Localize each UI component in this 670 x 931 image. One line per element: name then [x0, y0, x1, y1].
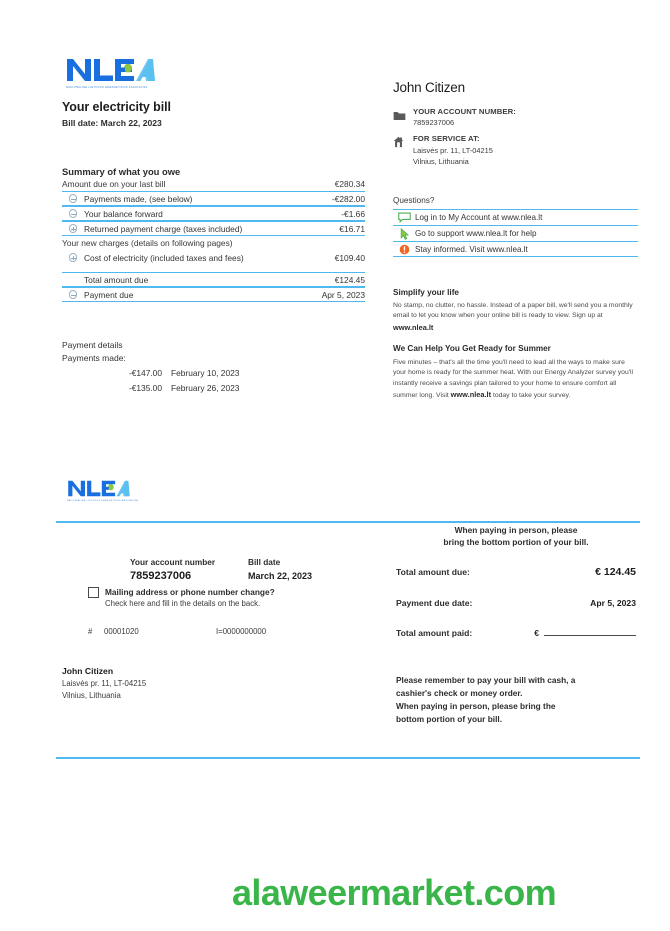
payment-amount: -€135.00	[128, 383, 162, 393]
stub-total-due-label: Total amount due:	[396, 567, 470, 578]
questions-item-support[interactable]	[393, 225, 638, 241]
questions-item-my-account[interactable]	[393, 209, 638, 225]
stub-total-due-row	[396, 566, 636, 578]
stub-footer-line3: When paying in person, please bring the	[396, 701, 556, 712]
address-change-label: Mailing address or phone number change?	[105, 587, 275, 597]
list-item	[62, 383, 362, 393]
marketing-body	[393, 358, 636, 401]
stub-address-line2: Vilnius, Lithuania	[62, 691, 121, 700]
nlea-logo-top	[65, 55, 157, 89]
stub-left-block	[88, 557, 375, 636]
questions-block	[393, 196, 638, 257]
marketing-link[interactable]: www.nlea.lt	[393, 322, 434, 332]
stub-reference-row	[88, 627, 375, 636]
marketing-body	[393, 301, 636, 334]
stub-footer-line4: bottom portion of your bill.	[396, 713, 502, 724]
payment-amount: -€147.00	[128, 368, 162, 378]
stub-account-number: 7859237006	[130, 570, 192, 582]
stub-hash-value: 00001020	[104, 627, 139, 636]
folder-icon	[393, 107, 413, 126]
plus-circle-icon	[62, 253, 84, 262]
stub-account-label: Your account number	[130, 557, 216, 567]
stub-right-block	[396, 524, 636, 726]
exclamation-circle-icon	[393, 244, 415, 255]
questions-item-label: Log in to My Account at www.nlea.lt	[415, 213, 543, 222]
total-paid-input[interactable]	[544, 635, 636, 636]
minus-circle-icon	[62, 194, 84, 203]
stub-due-date-label: Payment due date:	[396, 598, 473, 609]
minus-circle-icon	[62, 290, 84, 299]
stub-bill-date-value: March 22, 2023	[248, 571, 313, 581]
customer-name: John Citizen	[393, 80, 465, 95]
row-label: Returned payment charge (taxes included)	[84, 223, 243, 234]
stub-address-block	[62, 666, 312, 700]
total-amount: €124.45	[334, 274, 365, 285]
summary-row-last-bill	[62, 177, 365, 191]
marketing-body-tail: today to take your survey.	[491, 391, 571, 399]
marketing-heading: We Can Help You Get Ready for Summer	[393, 344, 551, 353]
list-item	[62, 368, 362, 378]
payment-due-row	[62, 287, 365, 302]
payment-date: February 26, 2023	[171, 383, 240, 393]
marketing-block-simplify	[393, 288, 636, 334]
stub-ref-value: I=0000000000	[216, 627, 267, 636]
stub-divider-bottom	[56, 757, 640, 759]
address-change-block[interactable]	[88, 587, 375, 608]
stub-footer-line2: cashier's check or money order.	[396, 688, 523, 699]
questions-item-label: Stay informed. Visit www.nlea.lt	[415, 244, 528, 254]
new-charges-label: Your new charges (details on following pages)	[62, 238, 233, 248]
page-title: Your electricity bill	[62, 100, 171, 114]
table-row	[62, 250, 365, 265]
payment-details-block	[62, 340, 362, 393]
marketing-block-summer	[393, 344, 636, 401]
hash-icon: #	[88, 627, 93, 636]
stub-account-and-date	[130, 557, 375, 582]
total-due-row	[62, 272, 365, 287]
nlea-logo-stub	[66, 478, 138, 502]
row-label: Payments made, (see below)	[84, 193, 193, 204]
nlea-logo-mark	[65, 55, 157, 85]
row-label: Cost of electricity (included taxes and fees)	[84, 252, 244, 263]
questions-heading: Questions?	[393, 196, 435, 205]
customer-block	[393, 80, 638, 166]
stub-note	[396, 524, 636, 548]
last-bill-amount: €280.34	[334, 179, 365, 189]
stub-total-paid-row[interactable]	[396, 628, 636, 638]
summary-table	[62, 166, 365, 302]
plus-circle-icon	[62, 224, 84, 233]
row-amount: €16.71	[339, 223, 365, 234]
table-row	[62, 191, 365, 206]
watermark: alaweermarket.com	[232, 872, 556, 913]
total-label: Total amount due	[84, 274, 149, 285]
row-amount: -€282.00	[331, 193, 365, 204]
bill-header-block	[62, 100, 367, 128]
cursor-arrow-icon	[393, 228, 415, 240]
nlea-logo-mark	[66, 478, 132, 499]
summary-heading: Summary of what you owe	[62, 166, 181, 177]
account-number-value: 7859237006	[413, 118, 455, 127]
stub-note-line1: When paying in person, please	[454, 525, 578, 535]
stub-address-line1: Laisvės pr. 11, LT-04215	[62, 679, 147, 688]
questions-item-label: Go to support www.nlea.lt for help	[415, 229, 537, 238]
due-date: Apr 5, 2023	[321, 289, 365, 300]
stub-divider-top	[56, 521, 640, 523]
stub-footer-note	[396, 674, 636, 725]
row-label: Your balance forward	[84, 208, 163, 219]
payment-details-heading: Payment details	[62, 340, 123, 350]
stub-total-paid-label: Total amount paid:	[396, 628, 473, 639]
row-amount: €109.40	[334, 252, 365, 263]
table-row	[62, 221, 365, 236]
currency-symbol: €	[534, 628, 539, 639]
account-number-row	[393, 107, 638, 127]
questions-item-stay-informed[interactable]	[393, 241, 638, 257]
service-address-row	[393, 134, 638, 166]
speech-bubble-icon	[393, 212, 415, 223]
marketing-body-text: Five minutes – that's all the time you'll need to lead all the ways to make sure your home is ready for the summer heat. With our Energy Analyzer survey you'll instantly receive a savings plan tailored to your home to ensure comfort all summer long. Visit	[393, 359, 634, 399]
marketing-link[interactable]: www.nlea.lt	[450, 389, 492, 399]
nlea-logo-subtitle: NACIONALINE LIETUVOS ENERGETIKOS ASOCIACIJA	[67, 500, 139, 502]
due-label: Payment due	[84, 289, 134, 300]
new-charges-heading-row	[62, 236, 365, 250]
marketing-heading: Simplify your life	[393, 288, 459, 297]
account-number-label: YOUR ACCOUNT NUMBER:	[413, 107, 516, 116]
service-address-line2: Vilnius, Lithuania	[413, 157, 469, 166]
marketing-body-text: No stamp, no clutter, no hassle. Instead of a paper bill, we'll send you a monthly email to let you know when your online bill is ready to view. Sign up at	[393, 302, 633, 320]
row-amount: -€1.66	[341, 208, 365, 219]
payment-date: February 10, 2023	[171, 368, 240, 378]
service-address-line1: Laisvės pr. 11, LT-04215	[413, 146, 493, 155]
stub-note-line2: bring the bottom portion of your bill.	[443, 537, 589, 548]
stub-due-date-value: Apr 5, 2023	[590, 598, 636, 609]
last-bill-label: Amount due on your last bill	[62, 179, 166, 189]
minus-circle-icon	[62, 209, 84, 218]
home-icon	[393, 134, 413, 153]
nlea-logo-subtitle: NACIONALINE LIETUVOS ENERGETIKOS ASOCIACIJA	[66, 86, 148, 89]
payments-made-label: Payments made:	[62, 353, 126, 363]
stub-customer-name: John Citizen	[62, 666, 114, 676]
stub-bill-date-label: Bill date	[248, 557, 281, 567]
table-row	[62, 206, 365, 221]
stub-total-due-value: € 124.45	[595, 566, 636, 579]
stub-footer-line1: Please remember to pay your bill with cash, a	[396, 675, 576, 686]
service-address-label: FOR SERVICE AT:	[413, 134, 480, 143]
address-change-checkbox[interactable]	[88, 587, 99, 598]
address-change-hint: Check here and fill in the details on the back.	[105, 599, 261, 608]
stub-due-date-row	[396, 598, 636, 608]
bill-date: Bill date: March 22, 2023	[62, 118, 162, 128]
